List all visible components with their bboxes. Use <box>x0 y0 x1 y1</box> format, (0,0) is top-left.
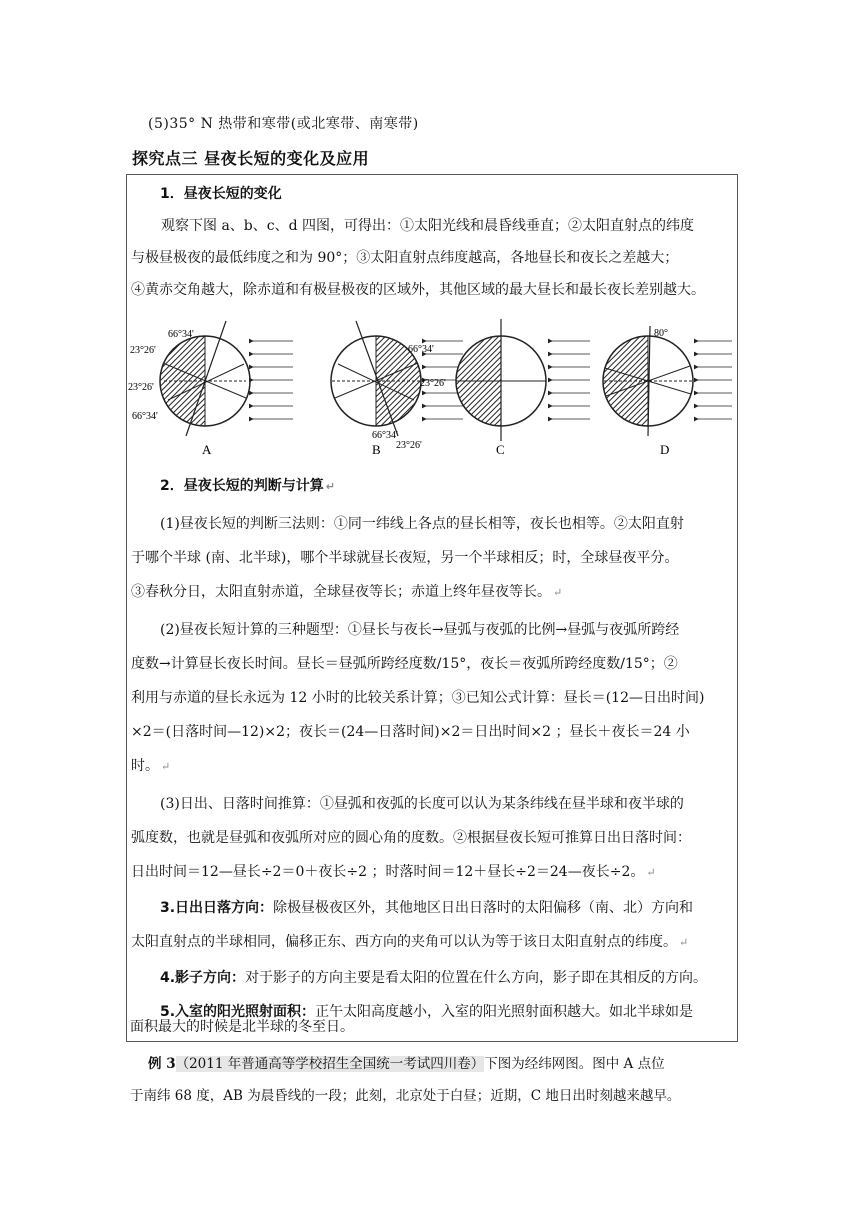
answer-line: (5)35° N 热带和寒带(或北寒带、南寒带) <box>148 116 419 132</box>
degree-label-b4: 23°26' <box>396 440 422 451</box>
para-1-line: ④黄赤交角越大，除赤道和有极昼极夜的区域外，其他区域的最大昼长和最长夜长差别越大。 <box>131 282 705 298</box>
example-label: 例 3 <box>148 1056 176 1072</box>
para-5-line: 3.日出日落方向：除极昼极夜区外，其他地区日出日落时的太阳偏移（南、北）方向和 <box>160 900 694 916</box>
globe-b <box>331 321 463 457</box>
para-1-line: 与极昼极夜的最低纬度之和为 90°；③太阳直射点纬度越高，各地昼长和夜长之差越大； <box>131 250 679 266</box>
para-5-line: 太阳直射点的半球相同，偏移正东、西方向的夹角可以认为等于该日太阳直射点的纬度。 ↵ <box>131 934 689 950</box>
example-line-1: 例 3（2011 年普通高等学校招生全国统一考试四川卷）下图为经纬网图。图中 A 点位 <box>148 1056 665 1072</box>
degree-label-d: 80° <box>654 328 668 339</box>
para-3-line: 度数→计算昼长夜长时间。昼长＝昼弧所跨经度数/15°，夜长＝夜弧所跨经度数/15°；② <box>131 656 678 672</box>
para-4-line: (3)日出、日落时间推算：①昼弧和夜弧的长度可以认为某条纬线在昼半球和夜半球的 <box>160 796 684 812</box>
example-line-2: 于南纬 68 度，AB 为晨昏线的一段；此刻，北京处于白昼；近期，C 地日出时刻越来越早。 <box>130 1088 681 1104</box>
para-3-line: 时。 ↵ <box>131 758 171 774</box>
figure-label-a: A <box>202 442 212 457</box>
para-4-line: 日出时间＝12—昼长÷2＝0＋夜长÷2 ；时落时间＝12＋昼长÷2＝24—夜长÷2。 ↵ <box>131 864 656 880</box>
para-3-line: ×2＝(日落时间—12)×2；夜长＝(24—日落时间)×2＝日出时间×2 ；昼长＋夜长＝24 小 <box>131 724 690 740</box>
content-box <box>126 174 738 1042</box>
figure-label-c: C <box>496 442 505 457</box>
para-3-line: 利用与赤道的昼长永远为 12 小时的比较关系计算；③已知公式计算：昼长＝(12—日出时间) <box>131 690 705 706</box>
para-1-line: 观察下图 a、b、c、d 四图，可得出：①太阳光线和晨昏线垂直；②太阳直射点的纬度 <box>161 218 695 234</box>
para-6-line: 4.影子方向：对于影子的方向主要是看太阳的位置在什么方向，影子即在其相反的方向。 <box>160 970 708 986</box>
example-source: （2011 年普通高等学校招生全国统一考试四川卷） <box>175 1056 485 1072</box>
degree-label-a3: 23°26' <box>128 382 154 393</box>
para-2-line: ③春秋分日，太阳直射赤道，全球昼夜等长；赤道上终年昼夜等长。 ↵ <box>131 584 563 600</box>
figure-label-b: B <box>372 442 381 457</box>
sunlight-globe-diagrams <box>128 316 733 461</box>
degree-label-a2: 23°26' <box>130 345 156 356</box>
degree-label-a1: 66°34' <box>168 329 194 340</box>
degree-label-a4: 66°34' <box>132 411 158 422</box>
para-2-line: 于哪个半球 (南、北半球)，哪个半球就昼长夜短，另一个半球相反；时，全球昼夜平分。 <box>131 550 679 566</box>
degree-label-b1: 66°34' <box>408 344 434 355</box>
globe-d <box>603 326 732 457</box>
subheading-2: 2．昼夜长短的判断与计算 ↵ <box>160 478 335 494</box>
degree-label-b3: 66°34' <box>372 430 398 441</box>
subheading-1: 1．昼夜长短的变化 <box>160 186 282 202</box>
para-7-line-2: 面积最大的时候是北半球的冬至日。 <box>130 1019 354 1035</box>
globe-c <box>456 319 590 457</box>
section-heading: 探究点三 昼夜长短的变化及应用 <box>132 149 370 168</box>
para-7-line: 5.入室的阳光照射面积：正午太阳高度越小，入室的阳光照射面积越大。如北半球如是 <box>160 1004 694 1020</box>
figure-label-d: D <box>660 442 670 457</box>
para-3-line: (2)昼夜长短计算的三种题型：①昼长与夜长→昼弧与夜弧的比例→昼弧与夜弧所跨经 <box>160 622 680 638</box>
degree-label-b2: 23°26' <box>420 378 446 389</box>
para-4-line: 弧度数，也就是昼弧和夜弧所对应的圆心角的度数。②根据昼夜长短可推算日出日落时间： <box>131 830 691 846</box>
globe-a <box>128 321 293 457</box>
para-2-line: (1)昼夜长短的判断三法则：①同一纬线上各点的昼长相等，夜长也相等。②太阳直射 <box>160 516 684 532</box>
